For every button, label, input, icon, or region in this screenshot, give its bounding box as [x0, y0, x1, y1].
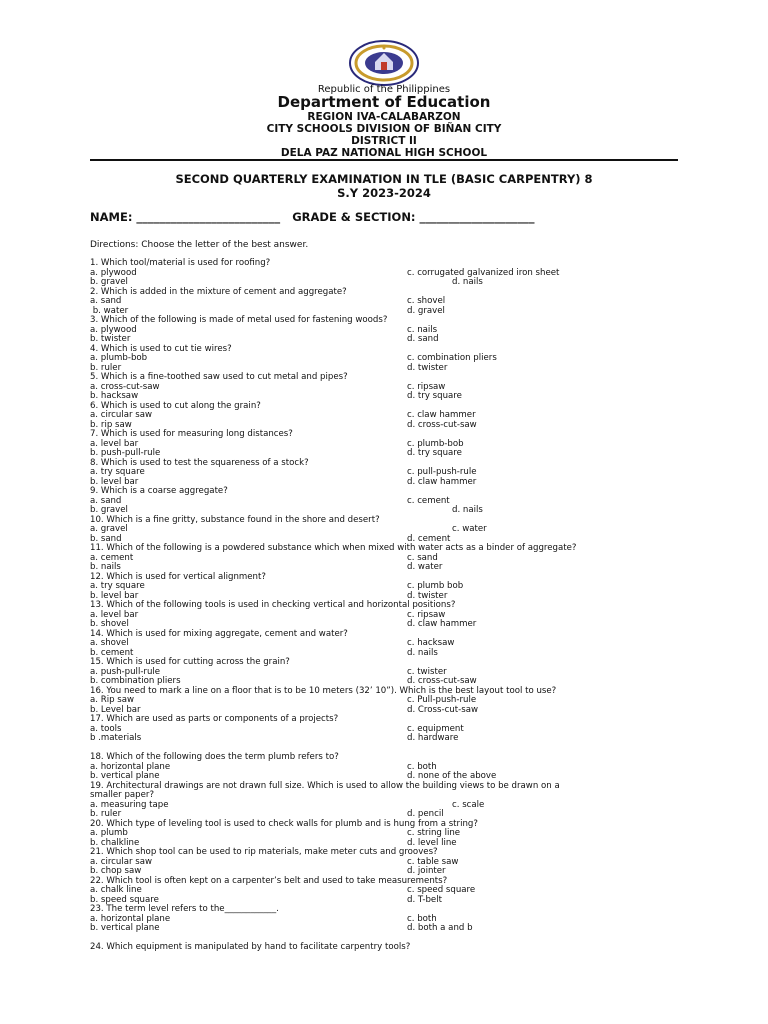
division-line: CITY SCHOOLS DIVISION OF BIÑAN CITY [266, 123, 502, 135]
choice-right: d. hardware [407, 733, 459, 743]
header-divider [90, 159, 678, 161]
question-line [90, 269, 680, 279]
choice-right: c. plumb-bob [407, 438, 464, 449]
line-text: 7. Which is used for measuring long distances? [90, 429, 293, 439]
question-line [90, 915, 680, 925]
question-line [90, 905, 680, 915]
choice-right: c. both [407, 761, 437, 772]
region-line: REGION IVA-CALABARZON [307, 111, 461, 123]
choice-right: c. shovel [407, 296, 446, 306]
line-text: b. twister [90, 334, 131, 344]
question-line [90, 658, 680, 668]
line-text: a. shovel [90, 638, 129, 648]
question-line [90, 877, 680, 887]
line-text: a. plumb-bob [90, 353, 148, 363]
line-text: 15. Which is used for cutting across the grain? [90, 657, 290, 667]
question-line [90, 383, 680, 393]
district-line: DISTRICT II [351, 135, 417, 147]
choice-right: c. sand [407, 552, 438, 563]
question-line [90, 430, 680, 440]
line-text: a. cement [90, 552, 134, 563]
line-text: 21. Which shop tool can be used to rip materials, make meter cuts and grooves? [90, 847, 438, 857]
line-text: 8. Which is used to test the squareness of a stock? [90, 457, 309, 468]
question-line [90, 943, 680, 953]
line-text: 11. Which of the following is a powdered substance which when mixed with water acts as a binder of aggregate? [90, 543, 577, 553]
question-line [90, 601, 680, 611]
line-text: a. horizontal plane [90, 913, 171, 924]
line-text: b. ruler [90, 362, 122, 373]
line-text: b. chop saw [90, 866, 142, 876]
line-text: 9. Which is a coarse aggregate? [90, 486, 228, 496]
line-text: a. tools [90, 723, 122, 734]
question-line [90, 402, 680, 412]
line-text: a. plywood [90, 324, 137, 335]
line-text: b. level bar [90, 476, 139, 487]
question-line [90, 373, 680, 383]
question-line [90, 687, 680, 697]
question-line [90, 468, 680, 478]
choice-right: d. sand [407, 334, 439, 344]
question-line [90, 715, 680, 725]
choice-right: c. pull-push-rule [407, 467, 477, 477]
choice-right: d. T-belt [407, 894, 442, 905]
question-line [90, 753, 680, 763]
choice-right: d. twister [407, 590, 448, 601]
school-line: DELA PAZ NATIONAL HIGH SCHOOL [280, 147, 488, 159]
line-text: a. sand [90, 495, 122, 506]
choice-right: c. corrugated galvanized iron sheet [407, 267, 560, 278]
directions: Directions: Choose the letter of the best answer. [90, 240, 309, 250]
grade-section-field: GRADE & SECTION: ____________________ [292, 210, 535, 224]
line-text: 24. Which equipment is manipulated by hand to facilitate carpentry tools? [90, 942, 411, 952]
line-text: b .materials [90, 733, 142, 743]
line-text: b. chalkline [90, 837, 140, 848]
choice-right: c. speed square [407, 885, 476, 895]
line-text: 1. Which tool/material is used for roofing? [90, 258, 271, 268]
line-text: 14. Which is used for mixing aggregate, cement and water? [90, 628, 348, 639]
line-text: 10. Which is a fine gritty, substance found in the shore and desert? [90, 514, 380, 525]
question-line [90, 725, 680, 735]
line-text: a. Rip saw [90, 695, 135, 705]
line-text: a. cross-cut-saw [90, 381, 160, 392]
question-line [90, 487, 680, 497]
question-line [90, 763, 680, 773]
line-text: a. circular saw [90, 410, 153, 420]
line-text: b. sand [90, 533, 122, 544]
line-text: a. sand [90, 296, 122, 306]
line-text: 22. Which tool is often kept on a carpenter’s belt and used to take measurements? [90, 875, 448, 886]
line-text: a. level bar [90, 438, 139, 449]
question-line [90, 734, 680, 744]
choice-right: c. cement [407, 495, 450, 506]
choice-right: c. ripsaw [407, 609, 446, 620]
question-line [90, 630, 680, 640]
line-text: b. push-pull-rule [90, 448, 161, 458]
department-title: Department of Education [277, 93, 491, 111]
question-line [90, 297, 680, 307]
line-text: a. try square [90, 467, 145, 477]
name-field: NAME: _________________________ [90, 210, 281, 224]
choice-right: c. Pull-push-rule [407, 695, 477, 705]
choice-right: c. hacksaw [407, 638, 455, 648]
line-text: a. chalk line [90, 885, 142, 895]
choice-right: d. claw hammer [407, 476, 477, 487]
line-text: b. speed square [90, 894, 159, 905]
choice-right: c. equipment [407, 723, 464, 734]
line-text: 4. Which is used to cut tie wires? [90, 343, 232, 354]
choice-right: d. try square [407, 391, 462, 401]
question-line [90, 639, 680, 649]
choice-right: c. table saw [407, 856, 459, 867]
line-text: b. nails [90, 562, 121, 572]
line-text: 2. Which is added in the mixture of cement and aggregate? [90, 286, 347, 297]
choice-right: c. scale [452, 799, 485, 810]
line-text: b. level bar [90, 590, 139, 601]
choice-right: d. cross-cut-saw [407, 676, 477, 686]
choice-right: d. gravel [407, 305, 445, 316]
question-line [90, 259, 680, 269]
choice-right: c. string line [407, 828, 461, 838]
question-line [90, 345, 680, 355]
question-line [90, 820, 680, 830]
line-text: 23. The term level refers to the____________. [90, 904, 279, 914]
line-text: a. gravel [90, 524, 128, 534]
choice-right: d. nails [452, 505, 483, 515]
choice-right: d. level line [407, 837, 457, 848]
line-text: b. combination pliers [90, 676, 181, 686]
school-year: S.Y 2023-2024 [337, 186, 431, 200]
choice-right: c. ripsaw [407, 381, 446, 392]
question-line [90, 611, 680, 621]
question-line [90, 326, 680, 336]
line-text: 5. Which is a fine-toothed saw used to cut metal and pipes? [90, 372, 348, 382]
question-line [90, 829, 680, 839]
choice-right: d. twister [407, 362, 448, 373]
question-line [90, 582, 680, 592]
choice-right: d. pencil [407, 809, 444, 819]
choice-right: d. nails [407, 647, 438, 658]
line-text: b. Level bar [90, 704, 141, 715]
question-line [90, 782, 680, 792]
line-text: 3. Which of the following is made of metal used for fastening woods? [90, 315, 388, 325]
line-text: 16. You need to mark a line on a floor that is to be 10 meters (32’ 10”). Which is the best layout tool to use? [90, 685, 557, 696]
question-line [90, 516, 680, 526]
question-line [90, 573, 680, 583]
line-text: b. ruler [90, 809, 122, 819]
question-list [90, 259, 680, 953]
line-text: 20. Which type of leveling tool is used to check walls for plumb and is hung from a string? [90, 818, 478, 829]
choice-right: c. claw hammer [407, 410, 476, 420]
line-text: a. push-pull-rule [90, 666, 161, 677]
choice-right: d. nails [452, 277, 483, 287]
question-line [90, 497, 680, 507]
line-text: b. gravel [90, 277, 128, 287]
question-line [90, 858, 680, 868]
question-line [90, 848, 680, 858]
choice-right: c. nails [407, 324, 438, 335]
name-grade-row [90, 210, 535, 224]
choice-right: c. combination pliers [407, 353, 497, 363]
line-text: b. gravel [90, 505, 128, 515]
line-text: a. measuring tape [90, 799, 169, 810]
choice-right: d. none of the above [407, 771, 497, 781]
question-line [90, 924, 680, 934]
choice-right: d. both a and b [407, 923, 473, 933]
deped-seal-logo [347, 40, 421, 86]
choice-right: c. water [452, 524, 487, 534]
line-text: a. plumb [90, 828, 128, 838]
line-text: a. horizontal plane [90, 761, 171, 772]
line-text: 6. Which is used to cut along the grain? [90, 400, 261, 411]
choice-right: d. cross-cut-saw [407, 419, 477, 430]
question-line [90, 316, 680, 326]
line-text: 17. Which are used as parts or components of a projects? [90, 714, 339, 724]
line-text: b. vertical plane [90, 923, 160, 933]
choice-right: d. water [407, 562, 443, 572]
line-text: 18. Which of the following does the term plumb refers to? [90, 752, 339, 762]
question-line [90, 440, 680, 450]
question-line [90, 544, 680, 554]
question-line [90, 801, 680, 811]
line-text: b. water [90, 305, 129, 316]
choice-right: d. Cross-cut-saw [407, 704, 478, 715]
question-line [90, 288, 680, 298]
choice-right: d. jointer [407, 866, 446, 876]
question-line [90, 525, 680, 535]
question-line [90, 459, 680, 469]
question-line [90, 791, 680, 801]
line-text: b. rip saw [90, 419, 132, 430]
question-line [90, 696, 680, 706]
question-line [90, 554, 680, 564]
line-text: b. shovel [90, 619, 129, 629]
line-text: 13. Which of the following tools is used in checking vertical and horizontal positions? [90, 600, 456, 610]
line-text: a. try square [90, 581, 145, 591]
line-text: b. vertical plane [90, 771, 160, 781]
line-text: b. hacksaw [90, 391, 139, 401]
line-text: a. level bar [90, 609, 139, 620]
choice-right: c. both [407, 913, 437, 924]
choice-right: d. claw hammer [407, 619, 477, 629]
line-text: b. cement [90, 647, 134, 658]
choice-right: d. try square [407, 448, 462, 458]
exam-title: SECOND QUARTERLY EXAMINATION IN TLE (BASIC CARPENTRY) 8 [175, 172, 593, 186]
question-line [90, 411, 680, 421]
line-text: a. plywood [90, 267, 137, 278]
line-text: 19. Architectural drawings are not drawn full size. Which is used to allow the building views to be drawn on a [90, 780, 560, 791]
choice-right: c. twister [407, 666, 447, 677]
line-text: 12. Which is used for vertical alignment? [90, 571, 266, 582]
republic-line: Republic of the Philippines [317, 84, 451, 95]
question-line [90, 354, 680, 364]
choice-right: c. plumb bob [407, 581, 464, 591]
question-line [90, 886, 680, 896]
choice-right: d. cement [407, 533, 451, 544]
line-text: smaller paper? [90, 790, 154, 800]
line-text: a. circular saw [90, 856, 153, 867]
